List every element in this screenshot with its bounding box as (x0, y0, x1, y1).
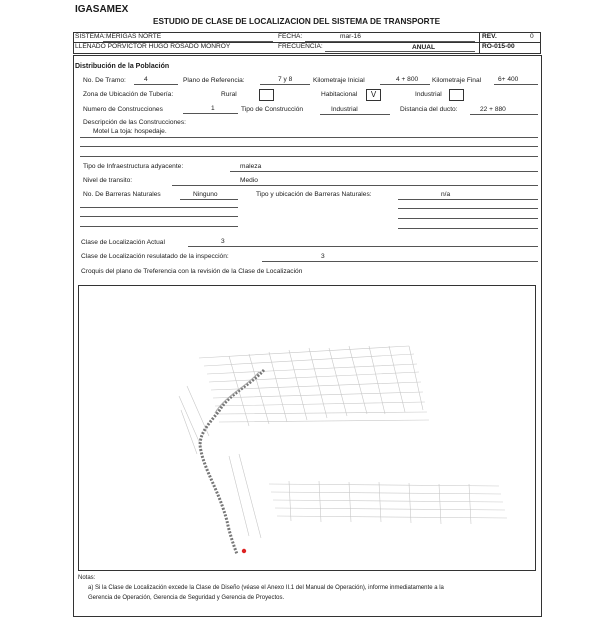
tipo-construccion-underline (320, 114, 390, 115)
sistema-underline (103, 41, 273, 42)
rev-label: REV. (482, 33, 497, 40)
barreras-line-2 (80, 216, 238, 217)
tipo-barreras-underline (398, 199, 538, 200)
distancia-underline (470, 114, 538, 115)
tipo-construccion-label: Tipo de Construcción (241, 106, 304, 113)
sistema-label: SISTEMA: (75, 33, 106, 40)
infraestructura-underline (230, 171, 538, 172)
barreras-label: No. De Barreras Naturales (83, 191, 161, 198)
num-construcciones-underline (183, 113, 238, 114)
km-final-label: Kilometraje Final (432, 77, 482, 84)
tipo-barreras-label: Tipo y ubicación de Barreras Naturales: (256, 191, 372, 198)
doc-code: RO-015-00 (482, 43, 515, 50)
clase-resultado-value: 3 (321, 253, 325, 260)
plano-underline (260, 84, 310, 85)
sketch-map-drawing (79, 286, 535, 570)
num-construcciones-label: Numero de Construcciones (83, 106, 163, 113)
infraestructura-value: maleza (240, 163, 262, 170)
clase-actual-value: 3 (221, 238, 225, 245)
rural-label: Rural (221, 91, 237, 98)
transito-label: Nivel de transito: (83, 177, 133, 184)
llenado-value: VICTOR HUGO ROSADO MONROY (122, 43, 231, 50)
distancia-value: 22 + 880 (480, 106, 506, 113)
clase-resultado-label: Clase de Localización resulatado de la inspección: (81, 253, 229, 260)
notes-line-1: a) Si la Clase de Localización excede la Clase de Diseño (véase el Anexo II.1 del Manual de Operación), informe inmediatamente a la (88, 585, 444, 591)
zona-label: Zona de Ubicación de Tubería: (83, 91, 174, 98)
barreras-value: Ninguno (193, 191, 218, 198)
notes-line-2: Gerencia de Operación, Gerencia de Seguridad y Gerencia de Proyectos. (88, 595, 285, 601)
frecuencia-value: ANUAL (412, 44, 436, 51)
fecha-underline (305, 41, 475, 42)
faint-parcel-grid (179, 346, 507, 538)
barreras-underline (180, 199, 238, 200)
croquis-label: Croquis del plano de Treferencia con la revisión de la Clase de Localización (81, 268, 303, 275)
descripcion-line-2 (80, 146, 538, 147)
rev-value: 0 (530, 33, 534, 40)
km-final-underline (494, 84, 538, 85)
croquis-sketch-box (78, 285, 536, 571)
tramo-label: No. De Tramo: (83, 77, 126, 84)
company-name: IGASAMEX (75, 4, 129, 15)
tramo-underline (134, 84, 178, 85)
descripcion-line-1 (80, 137, 538, 138)
tipo-barreras-line-2 (398, 218, 538, 219)
plano-value: 7 y 8 (278, 76, 293, 83)
km-inicial-label: Kilometraje Inicial (313, 77, 365, 84)
habitacional-label: Habitacional (321, 91, 358, 98)
infraestructura-label: Tipo de Infraestructura adyacente: (83, 163, 184, 170)
descripcion-label: Descripción de las Construcciones: (83, 119, 186, 126)
tipo-barreras-line-3 (398, 228, 538, 229)
transito-value: Medio (240, 177, 258, 184)
tipo-barreras-line-1 (398, 208, 538, 209)
header-rev-divider (479, 32, 480, 53)
pipeline-route (200, 370, 264, 554)
notes-label: Notas: (78, 575, 96, 581)
document-title: ESTUDIO DE CLASE DE LOCALIZACION DEL SISTEMA DE TRANSPORTE (153, 17, 441, 26)
industrial-checkbox[interactable] (449, 89, 464, 101)
industrial-label: Industrial (415, 91, 442, 98)
rural-checkbox[interactable] (259, 89, 274, 101)
tipo-construccion-value: Industrial (331, 106, 358, 113)
tramo-value: 4 (144, 76, 148, 83)
fecha-label: FECHA: (278, 33, 303, 40)
barreras-line-1 (80, 207, 238, 208)
tipo-barreras-value: n/a (441, 191, 451, 198)
habitacional-checkbox[interactable]: V (366, 89, 381, 101)
frecuencia-label: FRECUENCIA: (278, 43, 323, 50)
num-construcciones-value: 1 (211, 105, 215, 112)
descripcion-line-3 (80, 156, 538, 157)
clase-actual-underline (188, 246, 538, 247)
llenado-label: LLENADO POR: (75, 43, 124, 50)
plano-label: Plano de Referencia: (183, 77, 245, 84)
km-inicial-underline (380, 84, 430, 85)
barreras-line-3 (80, 226, 238, 227)
section-title: Distribución de la Población (75, 63, 170, 70)
location-marker (242, 549, 246, 553)
clase-actual-label: Clase de Localización Actual (81, 239, 165, 246)
km-final-value: 6+ 400 (498, 76, 519, 83)
clase-resultado-underline (262, 261, 538, 262)
km-inicial-value: 4 + 800 (396, 76, 419, 83)
descripcion-value: Motel La toja: hospedaje. (93, 128, 167, 135)
sistema-value: MERIGAS NORTE (106, 33, 162, 40)
distancia-label: Distancia del ducto: (400, 106, 458, 113)
frecuencia-underline (325, 51, 475, 52)
fecha-value: mar-16 (340, 33, 361, 40)
transito-underline (172, 185, 538, 186)
